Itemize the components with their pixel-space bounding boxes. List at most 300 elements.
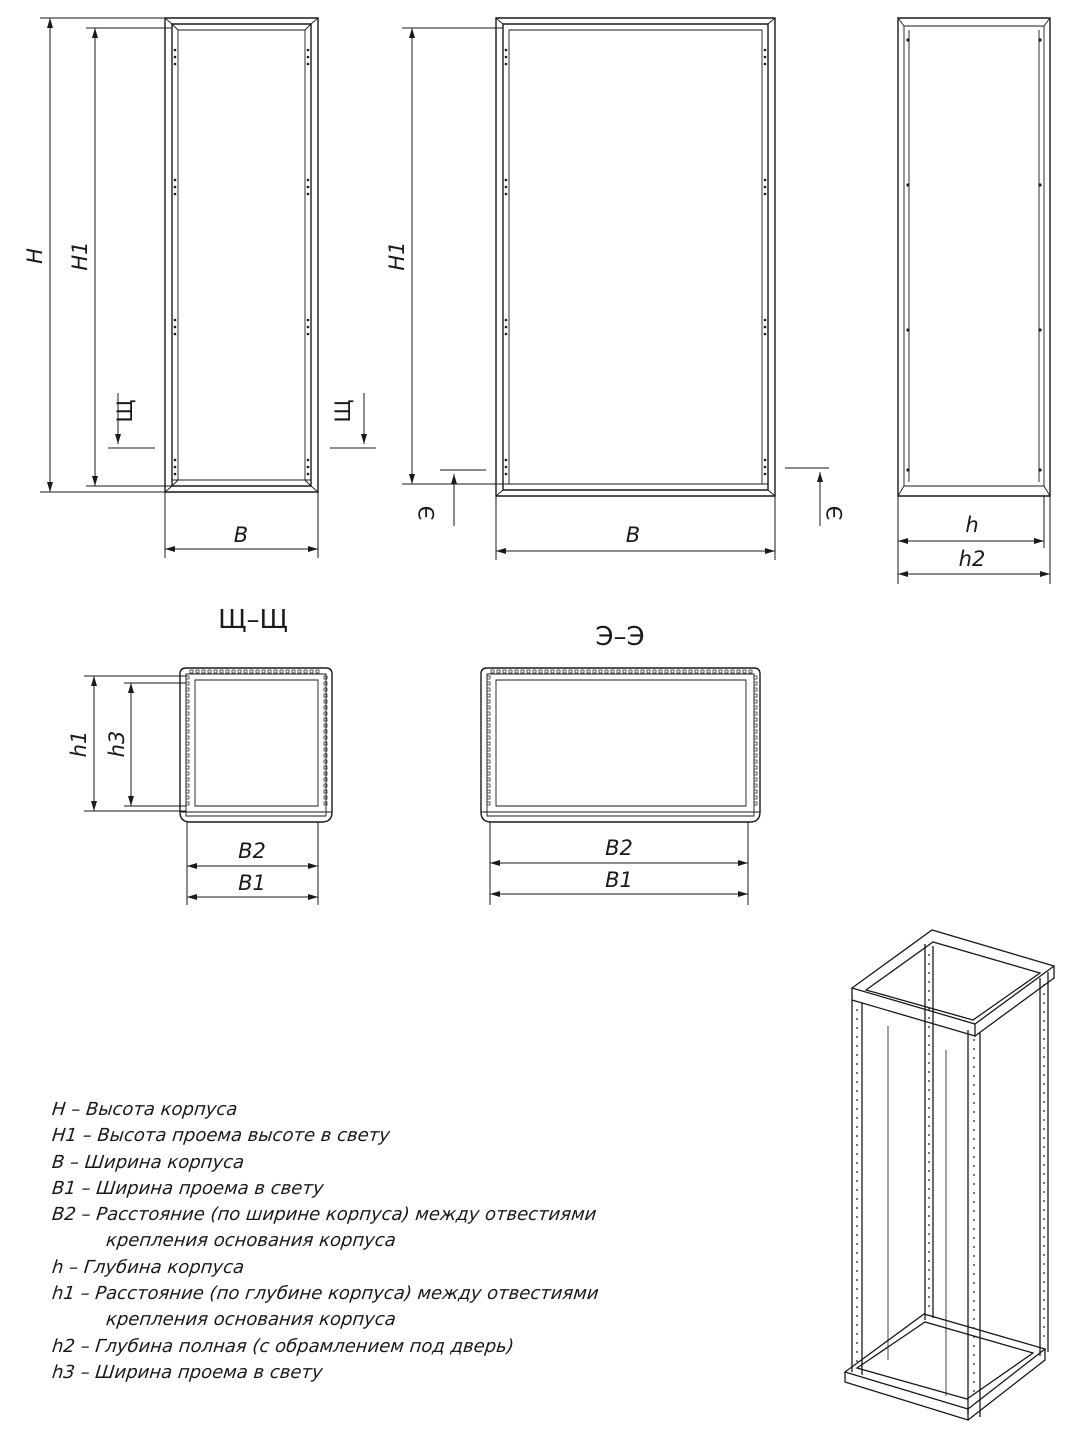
front-h1-label: H1: [68, 241, 92, 271]
mounting-hole: [307, 56, 310, 59]
mounting-hole: [973, 1066, 975, 1068]
mounting-hole: [1038, 328, 1041, 331]
mounting-hole: [1043, 1245, 1045, 1247]
mounting-hole: [764, 179, 767, 182]
legend: [52, 1097, 672, 1386]
perforation: [503, 670, 506, 673]
mounting-hole: [764, 186, 767, 189]
mounting-hole: [856, 1342, 858, 1344]
mounting-hole: [973, 1381, 975, 1383]
section-shch-b2-label: B2: [238, 839, 266, 863]
depth-view: [898, 18, 1050, 584]
mounting-hole: [928, 1179, 930, 1181]
mounting-hole: [973, 1336, 975, 1338]
mounting-hole: [973, 1165, 975, 1167]
mounting-hole: [856, 1189, 858, 1191]
mounting-hole: [1043, 1263, 1045, 1265]
mounting-hole: [973, 1201, 975, 1203]
front-h-label: H: [23, 248, 47, 264]
mounting-hole: [856, 1333, 858, 1335]
mounting-hole: [928, 1161, 930, 1163]
mounting-hole: [928, 1026, 930, 1028]
perforation: [515, 670, 518, 673]
mounting-hole: [1043, 1308, 1045, 1310]
perforation: [605, 670, 608, 673]
mounting-hole: [307, 63, 310, 66]
mounting-hole: [928, 1098, 930, 1100]
perforation: [497, 670, 500, 673]
mounting-hole: [1043, 993, 1045, 995]
mounting-hole: [1043, 1128, 1045, 1130]
mounting-hole: [928, 1116, 930, 1118]
mounting-hole: [174, 459, 177, 462]
perforation: [731, 670, 734, 673]
section-shch-h1-label: h1: [67, 730, 91, 758]
mounting-hole: [906, 38, 909, 41]
mounting-hole: [764, 193, 767, 196]
perforation: [226, 670, 229, 673]
mounting-hole: [973, 1228, 975, 1230]
section-shch-title: Щ–Щ: [218, 605, 288, 635]
perforation: [324, 718, 327, 721]
mounting-hole: [928, 954, 930, 956]
mounting-hole: [973, 1174, 975, 1176]
mounting-hole: [1038, 468, 1041, 471]
perforation: [623, 670, 626, 673]
mounting-hole: [1043, 984, 1045, 986]
perforation: [593, 670, 596, 673]
mounting-hole: [856, 1288, 858, 1290]
mounting-hole: [1043, 1092, 1045, 1094]
mounting-hole: [505, 186, 508, 189]
mounting-hole: [764, 333, 767, 336]
mounting-hole: [1043, 1155, 1045, 1157]
perforation: [262, 670, 265, 673]
mounting-hole: [928, 1242, 930, 1244]
mounting-hole: [1043, 1020, 1045, 1022]
mounting-hole: [973, 1147, 975, 1149]
mounting-hole: [973, 1039, 975, 1041]
mounting-hole: [973, 1102, 975, 1104]
mounting-hole: [856, 1270, 858, 1272]
perforation: [292, 670, 295, 673]
mounting-hole: [973, 1354, 975, 1356]
mounting-hole: [1038, 38, 1041, 41]
mounting-hole: [1043, 1326, 1045, 1328]
perforation: [324, 700, 327, 703]
mounting-hole: [928, 1278, 930, 1280]
mounting-hole: [1043, 1056, 1045, 1058]
side-b-label: B: [625, 523, 641, 547]
mounting-hole: [973, 1264, 975, 1266]
mounting-hole: [1043, 1317, 1045, 1319]
mounting-hole: [856, 1081, 858, 1083]
perforation: [304, 670, 307, 673]
side-section-mark-left: Э: [415, 505, 439, 521]
mounting-hole: [1043, 1119, 1045, 1121]
mounting-hole: [856, 1099, 858, 1101]
mounting-hole: [973, 1183, 975, 1185]
perforation: [324, 772, 327, 775]
mounting-hole: [928, 972, 930, 974]
perforation: [196, 670, 199, 673]
mounting-hole: [1043, 1272, 1045, 1274]
perforation: [324, 742, 327, 745]
mounting-hole: [928, 1044, 930, 1046]
front-view: [23, 18, 318, 558]
mounting-hole: [928, 1251, 930, 1253]
mounting-hole: [928, 1062, 930, 1064]
section-shch-b1-label: B1: [238, 871, 266, 895]
mounting-hole: [764, 473, 767, 476]
mounting-hole: [764, 49, 767, 52]
mounting-hole: [1043, 1182, 1045, 1184]
section-shch-h3-label: h3: [105, 730, 129, 758]
mounting-hole: [174, 186, 177, 189]
mounting-hole: [307, 333, 310, 336]
mounting-hole: [856, 1144, 858, 1146]
perforation: [659, 670, 662, 673]
mounting-hole: [856, 1045, 858, 1047]
mounting-hole: [1043, 1038, 1045, 1040]
mounting-hole: [973, 1156, 975, 1158]
perforation: [324, 766, 327, 769]
mounting-hole: [928, 1296, 930, 1298]
mounting-hole: [856, 1198, 858, 1200]
mounting-hole: [856, 1234, 858, 1236]
side-view: [330, 18, 847, 560]
mounting-hole: [973, 1309, 975, 1311]
perforation: [599, 670, 602, 673]
perforation: [324, 796, 327, 799]
mounting-hole: [505, 49, 508, 52]
mounting-hole: [973, 1111, 975, 1113]
mounting-hole: [928, 1215, 930, 1217]
perforation: [324, 682, 327, 685]
legend-item: B – Ширина корпуса: [50, 1151, 246, 1173]
perforation: [707, 670, 710, 673]
mounting-hole: [973, 1282, 975, 1284]
mounting-hole: [856, 1117, 858, 1119]
mounting-hole: [1043, 1047, 1045, 1049]
mounting-hole: [856, 1009, 858, 1011]
legend-item: h – Глубина корпуса: [50, 1256, 246, 1278]
perforation: [641, 670, 644, 673]
mounting-hole: [505, 459, 508, 462]
section-e-title: Э–Э: [595, 622, 645, 652]
mounting-hole: [856, 1126, 858, 1128]
mounting-hole: [1043, 1236, 1045, 1238]
mounting-hole: [505, 473, 508, 476]
perforation: [220, 670, 223, 673]
side-h1-label: H1: [385, 241, 409, 271]
mounting-hole: [307, 466, 310, 469]
perforation: [563, 670, 566, 673]
mounting-hole: [906, 328, 909, 331]
perforation: [737, 670, 740, 673]
mounting-hole: [174, 193, 177, 196]
perforation: [713, 670, 716, 673]
mounting-hole: [174, 49, 177, 52]
perforation: [695, 670, 698, 673]
mounting-hole: [856, 1108, 858, 1110]
mounting-hole: [307, 459, 310, 462]
mounting-hole: [505, 326, 508, 329]
perforation: [274, 670, 277, 673]
mounting-hole: [973, 1129, 975, 1131]
mounting-hole: [307, 193, 310, 196]
mounting-hole: [1043, 1074, 1045, 1076]
perforation: [250, 670, 253, 673]
perforation: [587, 670, 590, 673]
mounting-hole: [928, 1125, 930, 1127]
mounting-hole: [1043, 1290, 1045, 1292]
mounting-hole: [856, 1036, 858, 1038]
isometric-frame: [845, 930, 1054, 1420]
mounting-hole: [973, 1048, 975, 1050]
mounting-hole: [505, 56, 508, 59]
mounting-hole: [973, 1390, 975, 1392]
mounting-hole: [973, 1372, 975, 1374]
perforation: [286, 670, 289, 673]
side-section-mark-shch: Щ: [331, 399, 355, 423]
mounting-hole: [307, 326, 310, 329]
perforation: [324, 688, 327, 691]
perforation: [671, 670, 674, 673]
mounting-hole: [1043, 1281, 1045, 1283]
perforation: [238, 670, 241, 673]
mounting-hole: [973, 1273, 975, 1275]
mounting-hole: [1043, 1173, 1045, 1175]
perforation: [743, 670, 746, 673]
section-e: [481, 622, 760, 905]
mounting-hole: [973, 1057, 975, 1059]
front-b-label: B: [233, 523, 249, 547]
mounting-hole: [1043, 1065, 1045, 1067]
perforation: [324, 784, 327, 787]
mounting-hole: [928, 1107, 930, 1109]
section-e-b1-label: B1: [605, 868, 633, 892]
mounting-hole: [928, 1260, 930, 1262]
mounting-hole: [856, 1027, 858, 1029]
perforation: [324, 730, 327, 733]
legend-item: h1 – Расстояние (по глубине корпуса) между отвестиями: [50, 1283, 600, 1305]
mounting-hole: [928, 1035, 930, 1037]
depth-h2-label: h2: [958, 547, 986, 571]
perforation: [629, 670, 632, 673]
mounting-hole: [928, 1143, 930, 1145]
mounting-hole: [928, 1134, 930, 1136]
perforation: [527, 670, 530, 673]
mounting-hole: [973, 1363, 975, 1365]
perforation: [611, 670, 614, 673]
mounting-hole: [973, 1255, 975, 1257]
mounting-hole: [856, 1243, 858, 1245]
perforation: [324, 724, 327, 727]
perforation: [575, 670, 578, 673]
legend-item: h3 – Ширина проема в свету: [50, 1361, 324, 1383]
perforation: [324, 760, 327, 763]
mounting-hole: [973, 1210, 975, 1212]
mounting-hole: [307, 186, 310, 189]
mounting-hole: [928, 1287, 930, 1289]
mounting-hole: [856, 1279, 858, 1281]
mounting-hole: [928, 1197, 930, 1199]
mounting-hole: [973, 1291, 975, 1293]
depth-h-label: h: [965, 513, 979, 537]
mounting-hole: [505, 193, 508, 196]
perforation: [316, 670, 319, 673]
mounting-hole: [856, 1018, 858, 1020]
perforation: [647, 670, 650, 673]
mounting-hole: [174, 319, 177, 322]
mounting-hole: [928, 1080, 930, 1082]
perforation: [324, 694, 327, 697]
perforation: [533, 670, 536, 673]
perforation: [725, 670, 728, 673]
perforation: [298, 670, 301, 673]
mounting-hole: [1043, 1110, 1045, 1112]
mounting-hole: [973, 1318, 975, 1320]
perforation: [635, 670, 638, 673]
mounting-hole: [1043, 1191, 1045, 1193]
mounting-hole: [856, 1153, 858, 1155]
perforation: [677, 670, 680, 673]
mounting-hole: [928, 1017, 930, 1019]
perforation: [509, 670, 512, 673]
mounting-hole: [973, 1084, 975, 1086]
perforation: [324, 736, 327, 739]
perforation: [581, 670, 584, 673]
mounting-hole: [856, 1063, 858, 1065]
mounting-hole: [973, 1093, 975, 1095]
perforation: [689, 670, 692, 673]
legend-item: B2 – Расстояние (по ширине корпуса) между отвестиями: [50, 1204, 598, 1226]
mounting-hole: [856, 1162, 858, 1164]
mounting-hole: [928, 1008, 930, 1010]
mounting-hole: [174, 333, 177, 336]
mounting-hole: [1043, 1335, 1045, 1337]
mounting-hole: [973, 1192, 975, 1194]
legend-item: крепления основания корпуса: [104, 1309, 397, 1331]
section-shch: [67, 605, 332, 905]
mounting-hole: [928, 1053, 930, 1055]
mounting-hole: [1043, 1029, 1045, 1031]
perforation: [749, 670, 752, 673]
mounting-hole: [928, 1170, 930, 1172]
perforation: [683, 670, 686, 673]
mounting-hole: [928, 981, 930, 983]
mounting-hole: [928, 1071, 930, 1073]
mounting-hole: [174, 63, 177, 66]
mounting-hole: [856, 1171, 858, 1173]
side-section-mark-right: Э: [823, 505, 847, 521]
mounting-hole: [856, 1297, 858, 1299]
mounting-hole: [1043, 1200, 1045, 1202]
mounting-hole: [307, 179, 310, 182]
mounting-hole: [928, 990, 930, 992]
mounting-hole: [307, 473, 310, 476]
mounting-hole: [928, 1269, 930, 1271]
perforation: [545, 670, 548, 673]
mounting-hole: [856, 1072, 858, 1074]
mounting-hole: [856, 1054, 858, 1056]
perforation: [324, 802, 327, 805]
perforation: [324, 754, 327, 757]
mounting-hole: [856, 1090, 858, 1092]
mounting-hole: [856, 1324, 858, 1326]
mounting-hole: [928, 1206, 930, 1208]
perforation: [232, 670, 235, 673]
mounting-hole: [764, 466, 767, 469]
mounting-hole: [928, 963, 930, 965]
mounting-hole: [856, 1216, 858, 1218]
mounting-hole: [174, 466, 177, 469]
mounting-hole: [856, 1180, 858, 1182]
legend-item: B1 – Ширина проема в свету: [50, 1177, 325, 1199]
mounting-hole: [307, 49, 310, 52]
perforation: [324, 778, 327, 781]
perforation: [653, 670, 656, 673]
mounting-hole: [1043, 1227, 1045, 1229]
mounting-hole: [856, 1306, 858, 1308]
perforation: [310, 670, 313, 673]
mounting-hole: [1043, 1002, 1045, 1004]
mounting-hole: [856, 1261, 858, 1263]
perforation: [324, 706, 327, 709]
mounting-hole: [505, 333, 508, 336]
mounting-hole: [505, 466, 508, 469]
mounting-hole: [973, 1327, 975, 1329]
mounting-hole: [174, 326, 177, 329]
mounting-hole: [856, 1351, 858, 1353]
legend-item: H – Высота корпуса: [50, 1099, 239, 1120]
mounting-hole: [764, 459, 767, 462]
mounting-hole: [1043, 1011, 1045, 1013]
perforation: [268, 670, 271, 673]
perforation: [521, 670, 524, 673]
perforation: [701, 670, 704, 673]
mounting-hole: [764, 63, 767, 66]
perforation: [324, 790, 327, 793]
mounting-hole: [174, 473, 177, 476]
mounting-hole: [973, 1075, 975, 1077]
mounting-hole: [505, 319, 508, 322]
perforation: [214, 670, 217, 673]
mounting-hole: [307, 319, 310, 322]
mounting-hole: [973, 1237, 975, 1239]
perforation: [208, 670, 211, 673]
mounting-hole: [928, 1233, 930, 1235]
mounting-hole: [928, 1089, 930, 1091]
mounting-hole: [1043, 1254, 1045, 1256]
mounting-hole: [973, 1120, 975, 1122]
mounting-hole: [856, 1225, 858, 1227]
mounting-hole: [764, 56, 767, 59]
perforation: [190, 670, 193, 673]
perforation: [324, 748, 327, 751]
perforation: [491, 670, 494, 673]
mounting-hole: [1043, 1083, 1045, 1085]
perforation: [617, 670, 620, 673]
perforation: [539, 670, 542, 673]
mounting-hole: [856, 1252, 858, 1254]
mounting-hole: [928, 1224, 930, 1226]
perforation: [551, 670, 554, 673]
perforation: [324, 712, 327, 715]
mounting-hole: [856, 1135, 858, 1137]
mounting-hole: [856, 1207, 858, 1209]
